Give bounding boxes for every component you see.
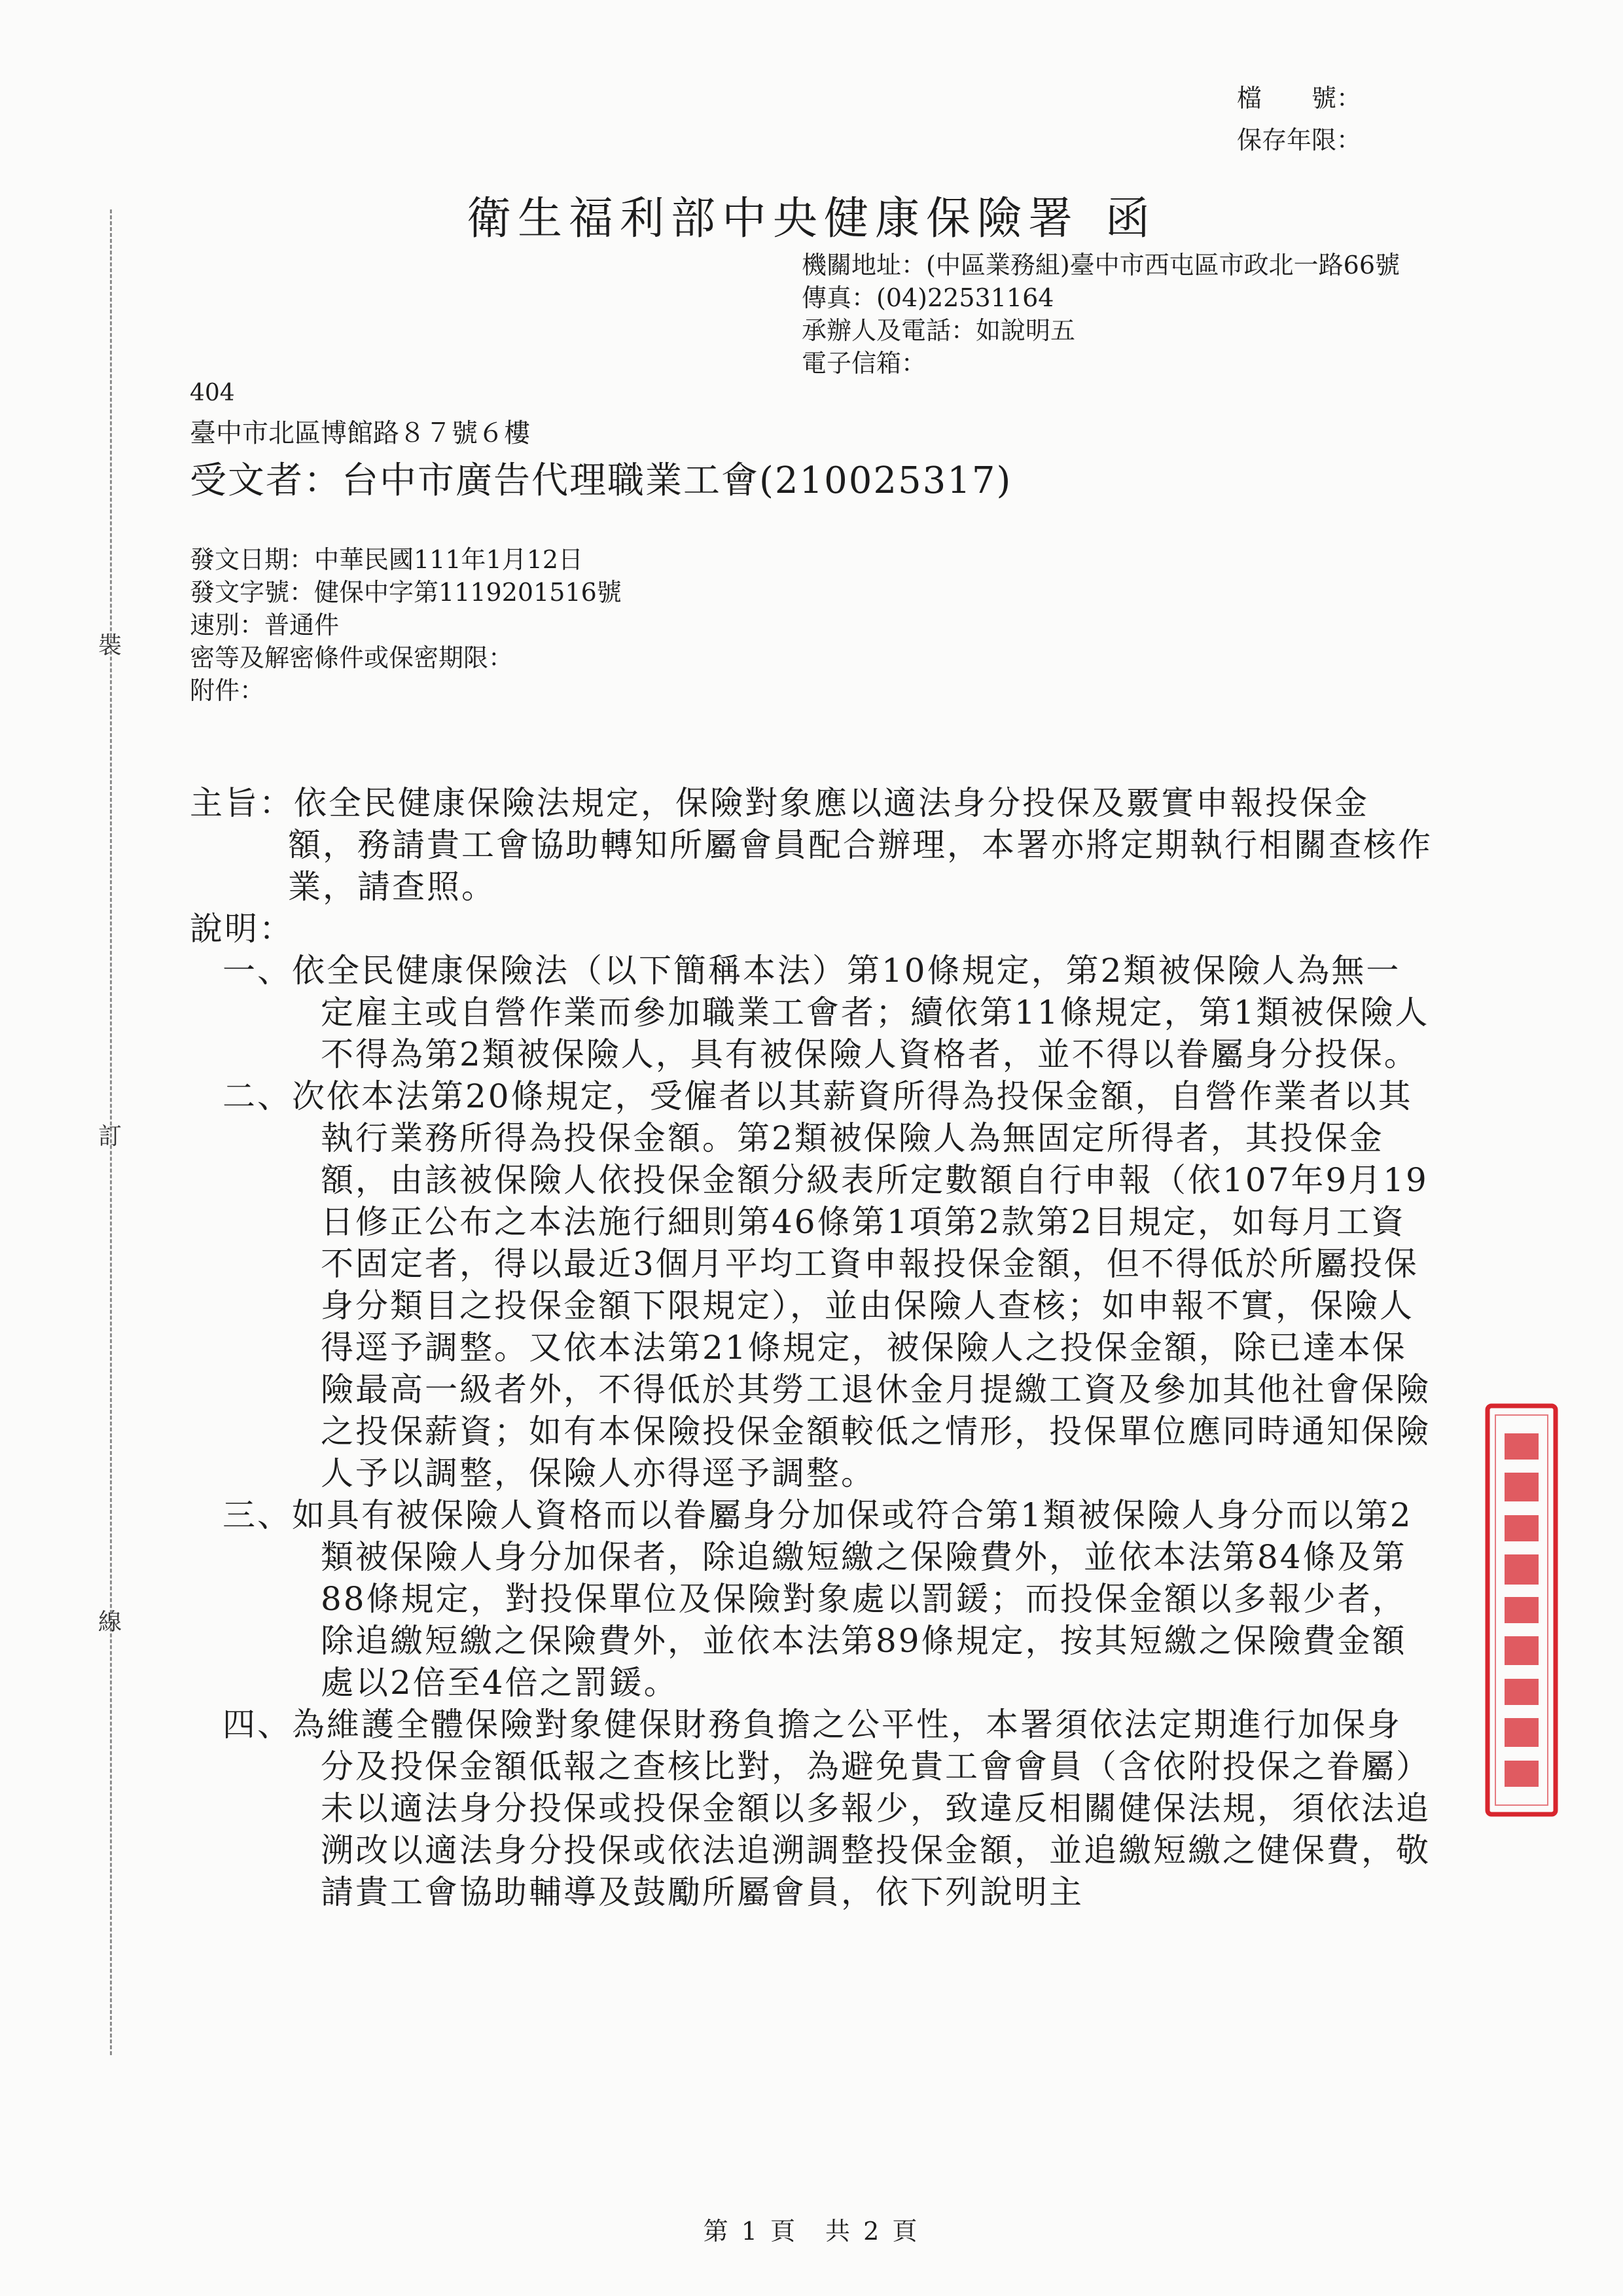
explanation-item-3: 三、如具有被保險人資格而以眷屬身分加保或符合第1類被保險人身分而以第2類被保險人身分加保者，除追繳短繳之保險費外，並依本法第84條及第88條規定，對投保單位及保險對象處以罰鍰；而投保金額以多報少者，除追繳短繳之保險費外，並依本法第89條規定，按其短繳之保險費金額處以2倍至4倍之罰鍰。 — [223, 1496, 1413, 1702]
recipient: 受文者：台中市廣告代理職業工會(210025317) — [190, 459, 1012, 502]
zip-code: 404 — [190, 380, 235, 406]
explanation-label: 說明： — [190, 910, 294, 948]
document-number: 發文字號：健保中字第1119201516號 — [190, 578, 622, 607]
recipient-address: 臺中市北區博館路８７號６樓 — [190, 418, 530, 448]
issue-date: 發文日期：中華民國111年1月12日 — [190, 545, 584, 574]
speed-class: 速別：普通件 — [190, 611, 340, 639]
document-body — [190, 782, 1433, 1913]
doc-type: 函 — [1105, 193, 1157, 245]
binding-mark-xian: 線 — [98, 1609, 122, 1636]
binding-mark-zhuang: 裝 — [98, 632, 122, 659]
attachments: 附件： — [190, 676, 265, 705]
agency-info — [802, 249, 1400, 380]
agency-fax: 傳真：(04)22531164 — [802, 283, 1054, 312]
agency-address: 機關地址：(中區業務組)臺中市西屯區市政北一路66號 — [802, 251, 1400, 279]
agency-email: 電子信箱： — [802, 349, 927, 378]
file-info — [1237, 77, 1361, 161]
security-level: 密等及解密條件或保密期限： — [190, 643, 514, 672]
binding-mark-ding: 訂 — [98, 1123, 122, 1150]
explanation-item-4: 四、為維護全體保險對象健保財務負擔之公平性，本署須依法定期進行加保身分及投保金額低報之查核比對，為避免貴工會會員（含依附投保之眷屬）未以適法身分投保或投保金額以多報少，致違反相關健保法規，須依法追溯改以適法身分投保或依法追溯調整投保金額，並追繳短繳之健保費，敬請貴工會協助輔導及鼓勵所屬會員，依下列說明主 — [223, 1706, 1431, 1911]
file-number-label: 檔 號： — [1236, 84, 1361, 113]
document-meta — [190, 543, 622, 707]
agency-name: 衛生福利部中央健康保險署 — [466, 193, 1079, 245]
retention-label: 保存年限： — [1236, 126, 1361, 154]
document-title — [0, 183, 1623, 247]
explanation-item-2: 二、次依本法第20條規定，受僱者以其薪資所得為投保金額，自營作業者以其執行業務所得為投保金額。第2類被保險人為無固定所得者，其投保金額，由該被保險人依投保金額分級表所定數額自行申報（依107年9月19日修正公布之本法施行細則第46條第1項第2款第2目規定，如每月工資不固定者，得以最近3個月平均工資申報投保金額，但不得低於所屬投保身分類目之投保金額下限規定），並由保險人查核；如申報不實，保險人得逕予調整。又依本法第21條規定，被保險人之投保金額，除已達本保險最高一級者外，不得低於其勞工退休金月提繳工資及參加其他社會保險之投保薪資；如有本保險投保金額較低之情形，投保單位應同時通知保險人予以調整，保險人亦得逕予調整。 — [223, 1077, 1431, 1492]
explanation-item-1: 一、依全民健康保險法（以下簡稱本法）第10條規定，第2類被保險人為無一定雇主或自營作業而參加職業工會者；續依第11條規定，第1類被保險人不得為第2類被保險人，具有被保險人資格者，並不得以眷屬身分投保。 — [223, 952, 1430, 1073]
page-number: 第 1 頁 共 2 頁 — [703, 2217, 920, 2246]
subject-paragraph: 主旨：依全民健康保險法規定，保險對象應以適法身分投保及覈實申報投保金額，務請貴工會協助轉知所屬會員配合辦理，本署亦將定期執行相關查核作業，請查照。 — [190, 784, 1433, 906]
agency-contact: 承辦人及電話：如說明五 — [802, 316, 1076, 345]
official-seal — [1482, 1401, 1561, 1820]
